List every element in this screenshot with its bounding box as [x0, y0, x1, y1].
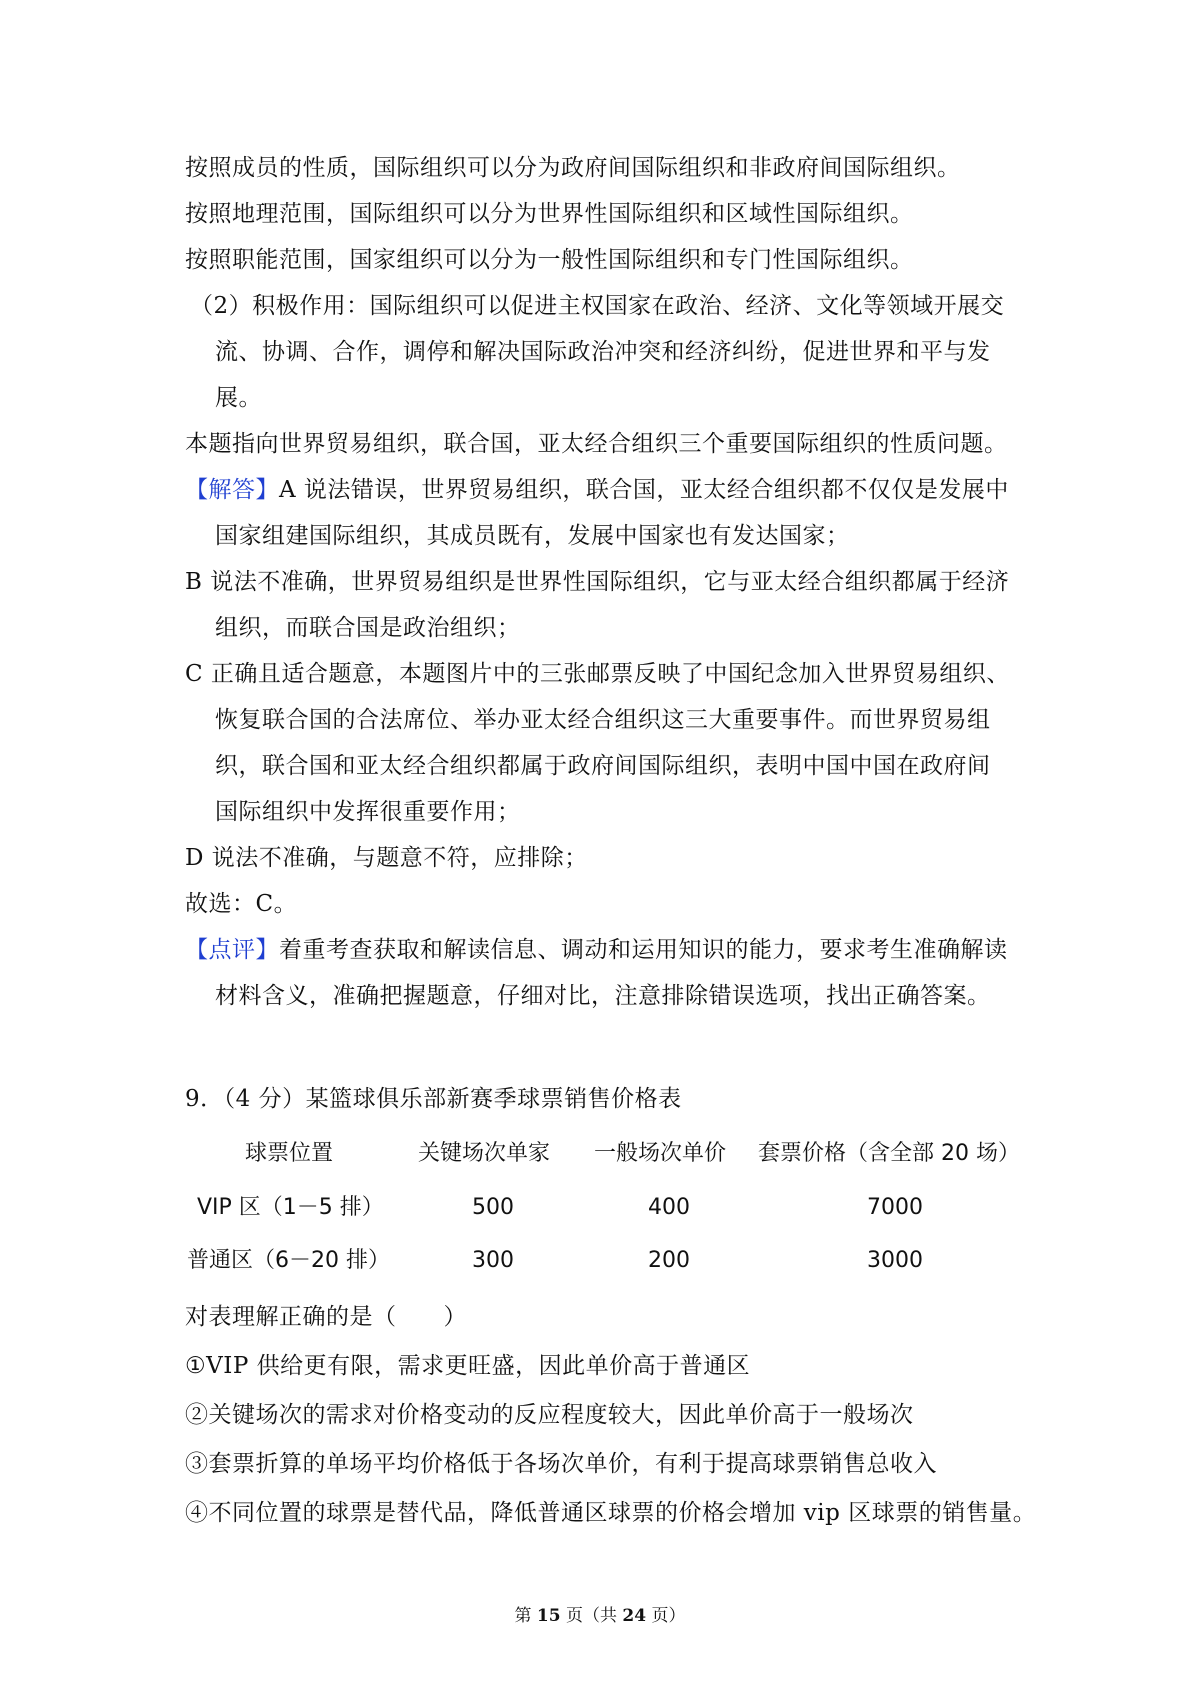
table-cell: 7000	[867, 1195, 923, 1220]
footer-prefix: 第	[514, 1606, 537, 1626]
text-line: 材料含义，准确把握题意，仔细对比，注意排除错误选项，找出正确答案。	[215, 983, 991, 1009]
total-pages: 24	[622, 1606, 647, 1626]
footer-middle: 页（共	[560, 1606, 623, 1626]
question-title: 9．（4 分）某篮球俱乐部新赛季球票销售价格表	[185, 1086, 682, 1112]
text-line: 组织，而联合国是政治组织；	[215, 615, 521, 641]
table-cell: 3000	[867, 1248, 923, 1273]
text-line: C 正确且适合题意，本题图片中的三张邮票反映了中国纪念加入世界贸易组织、	[185, 661, 1010, 687]
table-cell: 500	[472, 1195, 514, 1220]
table-cell: VIP 区（1－5 排）	[197, 1195, 384, 1220]
table-cell: 200	[648, 1248, 690, 1273]
text-line: 展。	[215, 385, 262, 411]
text-line: B 说法不准确，世界贸易组织是世界性国际组织，它与亚太经合组织都属于经济	[185, 569, 1010, 595]
question-prompt: 对表理解正确的是（ ）	[185, 1304, 467, 1330]
text-line: 恢复联合国的合法席位、举办亚太经合组织这三大重要事件。而世界贸易组	[215, 707, 991, 733]
table-cell: 400	[648, 1195, 690, 1220]
page-number: 15	[536, 1606, 561, 1626]
answer-line	[185, 474, 1009, 506]
text-line: 按照职能范围，国家组织可以分为一般性国际组织和专门性国际组织。	[185, 247, 914, 273]
answer-tag: 【解答】	[185, 477, 279, 503]
text-line: 本题指向世界贸易组织，联合国，亚太经合组织三个重要国际组织的性质问题。	[185, 431, 1008, 457]
table-cell: 普通区（6－20 排）	[187, 1248, 390, 1273]
comment-line	[185, 934, 1008, 966]
option-item: ①VIP 供给更有限，需求更旺盛，因此单价高于普通区	[185, 1353, 751, 1379]
text-line: （2）积极作用：国际组织可以促进主权国家在政治、经济、文化等领域开展交	[190, 293, 1005, 319]
text-line: 故选：C。	[185, 891, 298, 917]
text-line: 国际组织中发挥很重要作用；	[215, 799, 521, 825]
text-line: 国家组建国际组织，其成员既有，发展中国家也有发达国家；	[215, 523, 850, 549]
text-line: 织，联合国和亚太经合组织都属于政府间国际组织，表明中国中国在政府间	[215, 753, 991, 779]
table-cell: 300	[472, 1248, 514, 1273]
table-header-cell: 关键场次单家	[418, 1141, 551, 1166]
text-line: D 说法不准确，与题意不符，应排除；	[185, 845, 588, 871]
option-item: ②关键场次的需求对价格变动的反应程度较大，因此单价高于一般场次	[185, 1402, 914, 1428]
text-line: 按照成员的性质，国际组织可以分为政府间国际组织和非政府间国际组织。	[185, 155, 961, 181]
table-header-cell: 套票价格（含全部 20 场）	[758, 1141, 1020, 1166]
footer-suffix: 页）	[646, 1606, 686, 1626]
comment-tag: 【点评】	[185, 937, 279, 963]
comment-text: 着重考查获取和解读信息、调动和运用知识的能力，要求考生准确解读	[279, 937, 1008, 963]
table-header-cell: 球票位置	[245, 1141, 334, 1166]
page-footer	[0, 1604, 1200, 1628]
option-item: ④不同位置的球票是替代品，降低普通区球票的价格会增加 vip 区球票的销售量。	[185, 1500, 1037, 1526]
text-line: 按照地理范围，国际组织可以分为世界性国际组织和区域性国际组织。	[185, 201, 914, 227]
table-header-cell: 一般场次单价	[594, 1141, 727, 1166]
text-line: 流、协调、合作，调停和解决国际政治冲突和经济纠纷，促进世界和平与发	[215, 339, 991, 365]
option-item: ③套票折算的单场平均价格低于各场次单价，有利于提高球票销售总收入	[185, 1451, 937, 1477]
answer-text: A 说法错误，世界贸易组织，联合国，亚太经合组织都不仅仅是发展中	[279, 477, 1009, 503]
